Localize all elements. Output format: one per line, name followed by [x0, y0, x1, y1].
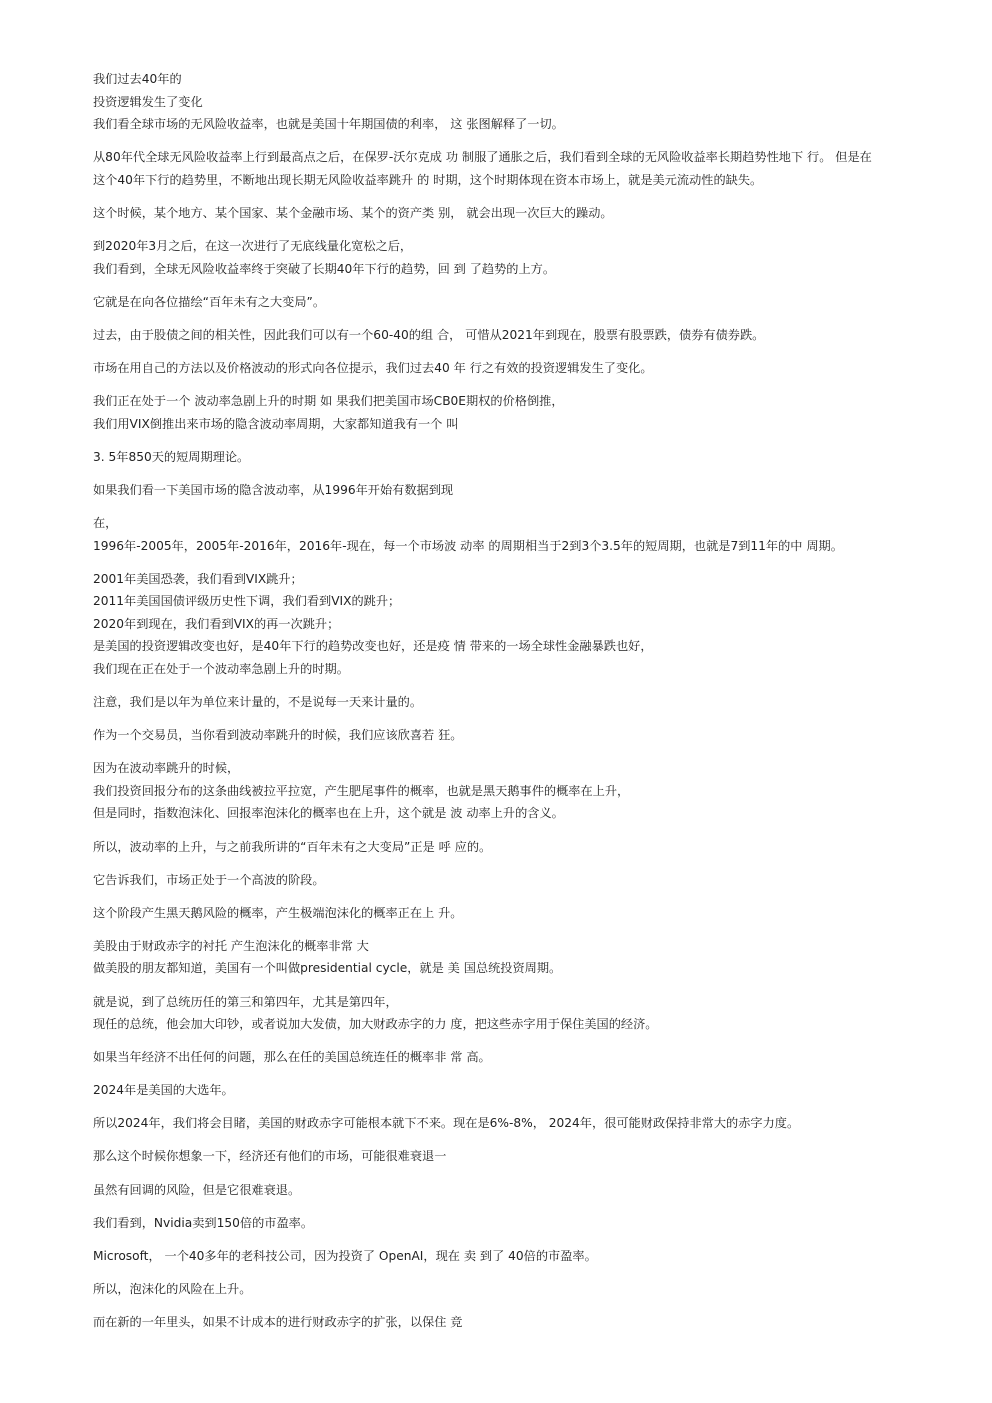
paragraph [93, 202, 953, 225]
paragraph [93, 1278, 953, 1301]
text-line: 我们现在正在处于一个波动率急剧上升的时期。 [93, 661, 349, 676]
text-line: 2020年到现在，我们看到VIX的再一次跳升； [93, 616, 340, 631]
text-line: 做美股的朋友都知道，美国有一个叫做presidential cycle，就是 美 国总统投资周期。 [93, 961, 562, 976]
paragraph [93, 836, 953, 859]
text-line: 它告诉我们，市场正处于一个高波的阶段。 [93, 872, 325, 887]
paragraph [93, 1179, 953, 1202]
text-line: 现任的总统，他会加大印钞，或者说加大发债，加大财政赤字的力 度，把这些赤字用于保住美国的经济。 [93, 1017, 658, 1032]
text-line: 我们看全球市场的无风险收益率，也就是美国十年期国债的利率， 这 张图解释了一切。 [93, 117, 564, 132]
text-line: 3. 5年850天的短周期理论。 [93, 449, 250, 464]
text-line: 过去，由于股债之间的相关性，因此我们可以有一个60-40的组 合， 可惜从2021年到现在，股票有股票跌，债券有债券跌。 [93, 327, 765, 342]
paragraph [93, 757, 953, 825]
text-line: 所以，泡沫化的风险在上升。 [93, 1281, 252, 1296]
text-line: 而在新的一年里头，如果不计成本的进行财政赤字的扩张，以保住 竞 [93, 1314, 463, 1329]
text-line: 如果我们看一下美国市场的隐含波动率，从1996年开始有数据到现 [93, 482, 454, 497]
paragraph [93, 1311, 953, 1334]
paragraph [93, 902, 953, 925]
text-line: 投资逻辑发生了变化 [93, 94, 203, 109]
paragraph [93, 1245, 953, 1268]
text-line: 虽然有回调的风险，但是它很难衰退。 [93, 1182, 301, 1197]
text-line: 我们正在处于一个 波动率急剧上升的时期 如 果我们把美国市场CB0E期权的价格倒推， [93, 394, 564, 409]
paragraph [93, 568, 953, 681]
paragraph [93, 446, 953, 469]
paragraph [93, 935, 953, 980]
text-line: 这个时候，某个地方、某个国家、某个金融市场、某个的资产类 别， 就会出现一次巨大的躁动。 [93, 205, 613, 220]
text-line: 2024年是美国的大选年。 [93, 1083, 234, 1098]
text-line: 所以，波动率的上升，与之前我所讲的“百年未有之大变局”正是 呼 应的。 [93, 839, 492, 854]
text-line: 就是说，到了总统历任的第三和第四年，尤其是第四年， [93, 994, 398, 1009]
text-line: 在， [93, 515, 118, 530]
document-body [93, 68, 953, 1344]
paragraph [93, 479, 953, 502]
text-line: 但是同时，指数泡沫化、回报率泡沫化的概率也在上升，这个就是 波 动率上升的含义。 [93, 806, 564, 821]
paragraph [93, 991, 953, 1036]
paragraph [93, 1145, 953, 1168]
text-line: 因为在波动率跳升的时候， [93, 761, 240, 776]
paragraph [93, 1212, 953, 1235]
text-line: 我们投资回报分布的这条曲线被拉平拉宽，产生肥尾事件的概率，也就是黑天鹅事件的概率在上升， [93, 783, 630, 798]
text-line: 作为一个交易员，当你看到波动率跳升的时候，我们应该欣喜若 狂。 [93, 728, 463, 743]
text-line: 如果当年经济不出任何的问题，那么在任的美国总统连任的概率非 常 高。 [93, 1050, 491, 1065]
text-line: 这个阶段产生黑天鹅风险的概率，产生极端泡沫化的概率正在上 升。 [93, 905, 463, 920]
text-line: 我们看到，全球无风险收益率终于突破了长期40年下行的趋势，回 到 了趋势的上方。 [93, 261, 556, 276]
text-line: 所以2024年，我们将会目睹，美国的财政赤字可能根本就下不来。现在是6%-8%， 2024年，很可能财政保持非常大的赤字力度。 [93, 1116, 800, 1131]
text-line: 我们用VIX倒推出来市场的隐含波动率周期，大家都知道我有一个 叫 [93, 416, 459, 431]
text-line: 2011年美国国债评级历史性下调，我们看到VIX的跳升； [93, 594, 401, 609]
paragraph [93, 146, 953, 191]
paragraph [93, 869, 953, 892]
text-line: 从80年代全球无风险收益率上行到最高点之后，在保罗-沃尔克成 功 制服了通胀之后，我们看到全球的无风险收益率长期趋势性地下 行。 但是在 [93, 150, 872, 165]
text-line: 是美国的投资逻辑改变也好，是40年下行的趋势改变也好，还是疫 情 带来的一场全球性金融暴跌也好， [93, 639, 653, 654]
text-line: 到2020年3月之后，在这一次进行了无底线量化宽松之后， [93, 239, 413, 254]
text-line: 它就是在向各位描绘“百年未有之大变局”。 [93, 294, 326, 309]
paragraph [93, 691, 953, 714]
text-line: 2001年美国恐袭，我们看到VIX跳升； [93, 571, 303, 586]
paragraph [93, 291, 953, 314]
paragraph [93, 235, 953, 280]
text-line: 我们过去40年的 [93, 72, 182, 86]
text-line: 注意，我们是以年为单位来计量的，不是说每一天来计量的。 [93, 695, 423, 710]
text-line: 美股由于财政赤字的衬托 产生泡沫化的概率非常 大 [93, 938, 369, 953]
paragraph [93, 390, 953, 435]
paragraph [93, 1046, 953, 1069]
paragraph [93, 1079, 953, 1102]
text-line: 这个40年下行的趋势里，不断地出现长期无风险收益率跳升 的 时期，这个时期体现在资本市场上，就是美元流动性的缺失。 [93, 172, 763, 187]
text-line: 那么这个时候你想象一下，经济还有他们的市场，可能很难衰退一 [93, 1149, 447, 1164]
paragraph [93, 324, 953, 347]
paragraph [93, 512, 953, 557]
text-line: 市场在用自己的方法以及价格波动的形式向各位提示，我们过去40 年 行之有效的投资逻辑发生了变化。 [93, 360, 653, 375]
paragraph [93, 724, 953, 747]
text-line: Microsoft， 一个40多年的老科技公司，因为投资了 OpenAI，现在 卖 到了 40倍的市盈率。 [93, 1248, 597, 1263]
text-line: 1996年-2005年，2005年-2016年，2016年-现在，每一个市场波 动率 的周期相当于2到3个3.5年的短周期，也就是7到11年的中 周期。 [93, 538, 843, 553]
paragraph [93, 68, 953, 136]
paragraph [93, 357, 953, 380]
text-line: 我们看到，Nvidia卖到150倍的市盈率。 [93, 1215, 314, 1230]
paragraph [93, 1112, 953, 1135]
